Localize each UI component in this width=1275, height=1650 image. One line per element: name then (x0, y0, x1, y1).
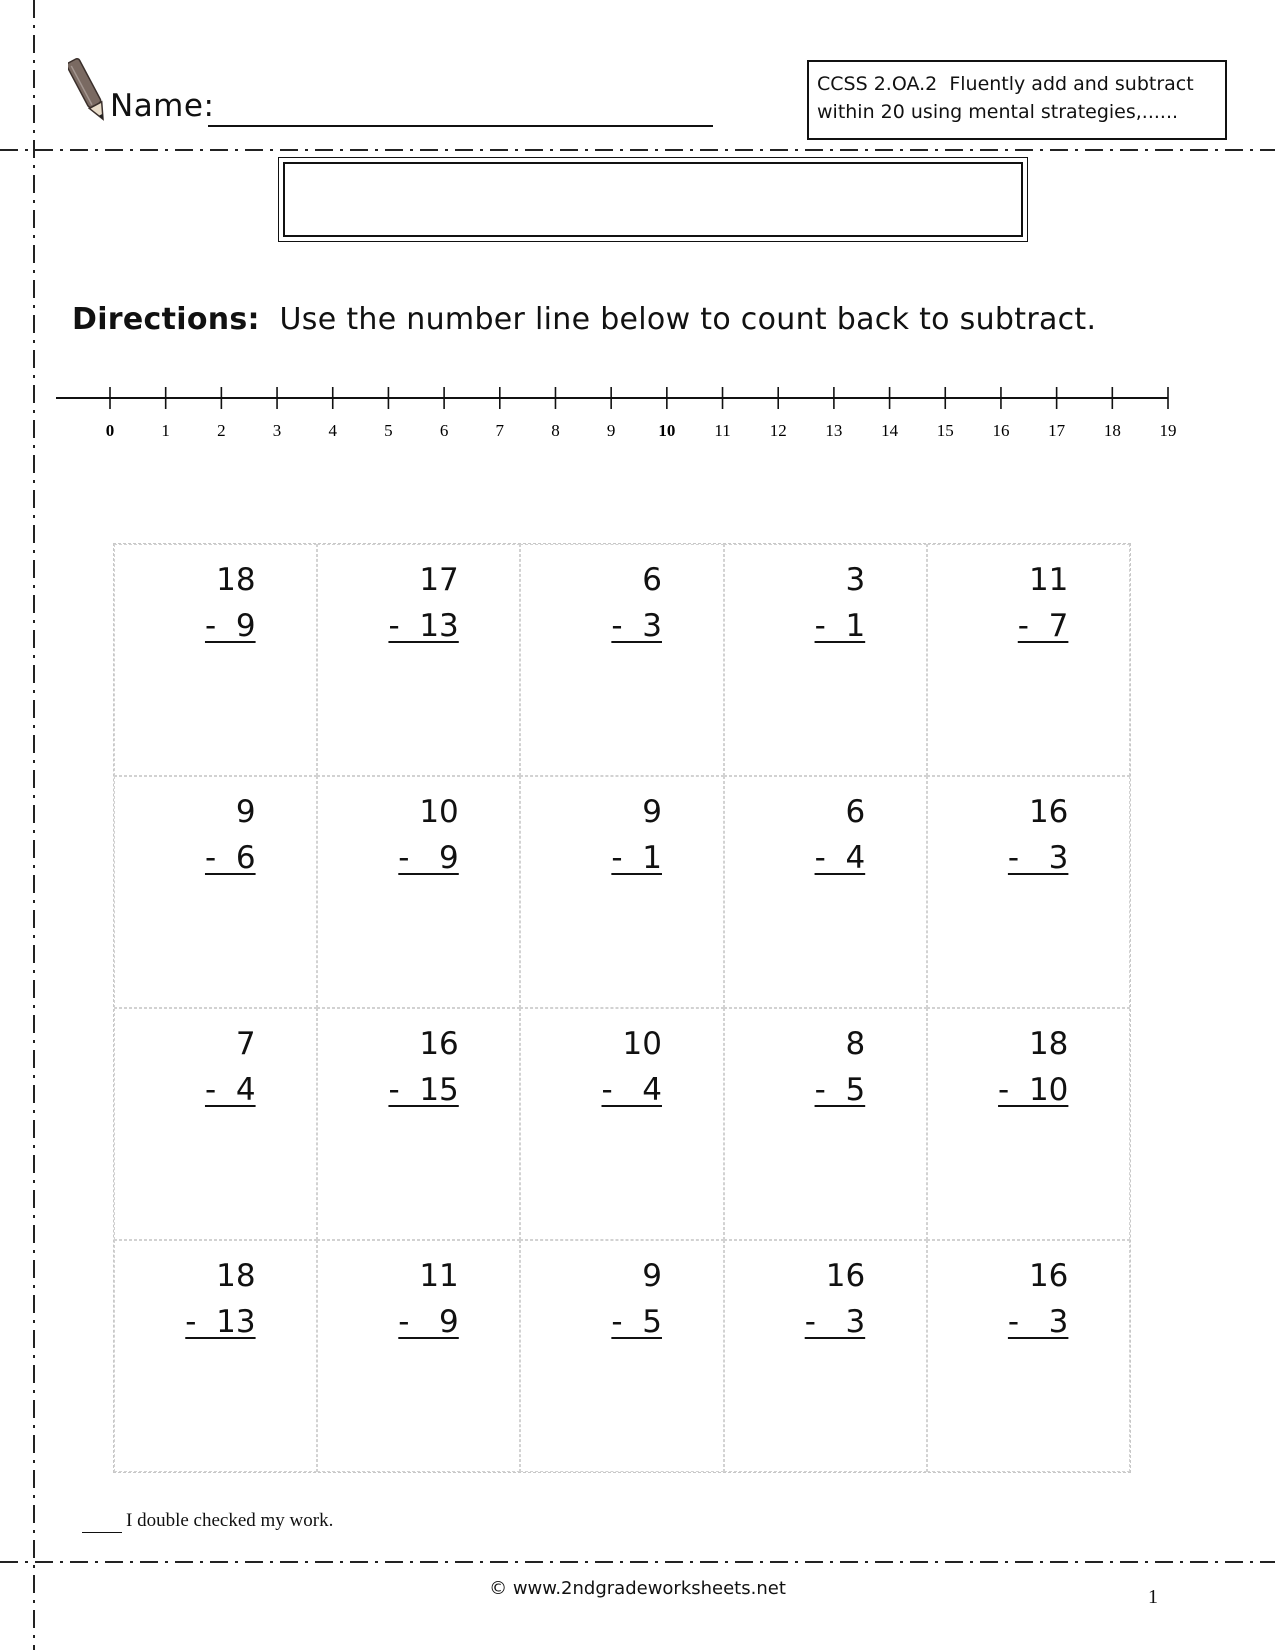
problem-cell[interactable] (927, 776, 1130, 1008)
minuend: 18 (216, 1258, 256, 1294)
problem-cell[interactable] (724, 544, 927, 776)
number-line-label: 15 (936, 421, 954, 440)
subtraction-problem (988, 1021, 1068, 1113)
subtrahend: - 5 (814, 1072, 866, 1108)
problem-cell[interactable] (520, 776, 723, 1008)
number-line-label: 18 (1103, 421, 1121, 440)
number-line-label: 11 (714, 421, 731, 440)
directions (72, 302, 1096, 337)
number-line-label: 17 (1048, 421, 1066, 440)
subtraction-problem (785, 1253, 865, 1345)
subtraction-problem (582, 1021, 662, 1113)
subtrahend: - 9 (398, 1304, 459, 1340)
problem-cell[interactable] (927, 1240, 1130, 1472)
number-line-label: 19 (1159, 421, 1177, 440)
problem-cell[interactable] (317, 776, 520, 1008)
name-input-line[interactable] (208, 125, 713, 127)
subtraction-problem (176, 1021, 256, 1113)
minuend: 10 (419, 794, 459, 830)
subtraction-problem (176, 1253, 256, 1345)
subtrahend: - 7 (1017, 608, 1069, 644)
problem-cell[interactable] (927, 544, 1130, 776)
subtrahend: - 4 (204, 1072, 256, 1108)
subtraction-problem (785, 1021, 865, 1113)
problem-cell[interactable] (724, 1008, 927, 1240)
subtrahend: - 3 (611, 608, 662, 644)
subtrahend: - 9 (398, 840, 459, 876)
double-check-text: I double checked my work. (126, 1510, 334, 1531)
problem-cell[interactable] (520, 1240, 723, 1472)
minuend: 10 (622, 1026, 662, 1062)
subtrahend: - 5 (611, 1304, 662, 1340)
subtrahend: - 4 (601, 1072, 662, 1108)
minuend: 3 (845, 562, 866, 598)
number-line-label: 13 (825, 421, 843, 440)
minuend: 16 (419, 1026, 459, 1062)
number-line-label: 9 (606, 421, 616, 440)
subtraction-problem (988, 557, 1068, 649)
double-check-blank[interactable] (82, 1510, 122, 1533)
problem-cell[interactable] (317, 1008, 520, 1240)
problem-cell[interactable] (114, 1240, 317, 1472)
minuend: 9 (235, 794, 256, 830)
subtraction-problem (379, 1253, 459, 1345)
minuend: 16 (825, 1258, 866, 1294)
problem-cell[interactable] (317, 544, 520, 776)
title-box-inner (283, 162, 1023, 237)
minuend: 9 (642, 1258, 662, 1294)
number-line-label: 10 (658, 421, 676, 440)
subtrahend: - 3 (1007, 1304, 1069, 1340)
problem-cell[interactable] (520, 544, 723, 776)
problem-grid (113, 543, 1131, 1473)
problem-cell[interactable] (114, 544, 317, 776)
standard-box: CCSS 2.OA.2 Fluently add and subtract within 20 using mental strategies,...... (807, 60, 1227, 140)
number-line-label: 4 (328, 421, 337, 440)
subtraction-problem (582, 789, 662, 881)
minuend: 18 (216, 562, 256, 598)
name-label: Name: (110, 88, 215, 124)
problem-cell[interactable] (724, 776, 927, 1008)
directions-text: Use the number line below to count back to subtract. (279, 302, 1097, 337)
subtrahend: - 1 (611, 840, 662, 876)
subtrahend: - 3 (1007, 840, 1069, 876)
page-number: 1 (1148, 1586, 1158, 1608)
subtraction-problem (785, 789, 865, 881)
directions-label: Directions: (72, 302, 260, 337)
problem-cell[interactable] (927, 1008, 1130, 1240)
minuend: 9 (642, 794, 662, 830)
subtraction-problem (988, 1253, 1068, 1345)
problem-cell[interactable] (317, 1240, 520, 1472)
minuend: 6 (845, 794, 866, 830)
number-line-label: 14 (881, 421, 899, 440)
subtraction-problem (582, 1253, 662, 1345)
subtraction-problem (582, 557, 662, 649)
number-line-label: 1 (161, 421, 170, 440)
title-box[interactable] (278, 157, 1028, 242)
subtrahend: - 9 (204, 608, 256, 644)
subtraction-problem (176, 789, 256, 881)
number-line-label: 7 (495, 421, 505, 440)
subtraction-problem (988, 789, 1068, 881)
minuend: 18 (1028, 1026, 1069, 1062)
number-line-label: 12 (769, 421, 787, 440)
subtraction-problem (785, 557, 865, 649)
problem-cell[interactable] (114, 1008, 317, 1240)
number-line-label: 8 (551, 421, 560, 440)
subtrahend: - 13 (388, 608, 459, 644)
problem-cell[interactable] (114, 776, 317, 1008)
subtraction-problem (379, 789, 459, 881)
minuend: 6 (642, 562, 662, 598)
pencil-icon (68, 55, 108, 127)
subtraction-problem (176, 557, 256, 649)
minuend: 16 (1028, 1258, 1069, 1294)
minuend: 8 (845, 1026, 866, 1062)
double-check-statement (82, 1510, 333, 1533)
subtraction-problem (379, 557, 459, 649)
number-line-label: 16 (992, 421, 1010, 440)
number-line-label: 0 (105, 421, 115, 440)
minuend: 11 (419, 1258, 459, 1294)
number-line-label: 2 (217, 421, 226, 440)
subtrahend: - 13 (185, 1304, 256, 1340)
minuend: 11 (1028, 562, 1069, 598)
number-line (0, 380, 1275, 450)
subtrahend: - 3 (804, 1304, 866, 1340)
problem-cell[interactable] (520, 1008, 723, 1240)
number-line-label: 6 (439, 421, 449, 440)
subtrahend: - 1 (814, 608, 866, 644)
minuend: 17 (419, 562, 459, 598)
problem-cell[interactable] (724, 1240, 927, 1472)
number-line-label: 3 (272, 421, 282, 440)
subtrahend: - 10 (998, 1072, 1069, 1108)
subtraction-problem (379, 1021, 459, 1113)
minuend: 7 (235, 1026, 256, 1062)
footer-website: © www.2ndgradeworksheets.net (489, 1578, 786, 1599)
subtrahend: - 6 (204, 840, 256, 876)
number-line-label: 5 (384, 421, 393, 440)
subtrahend: - 15 (388, 1072, 459, 1108)
subtrahend: - 4 (814, 840, 866, 876)
minuend: 16 (1028, 794, 1069, 830)
